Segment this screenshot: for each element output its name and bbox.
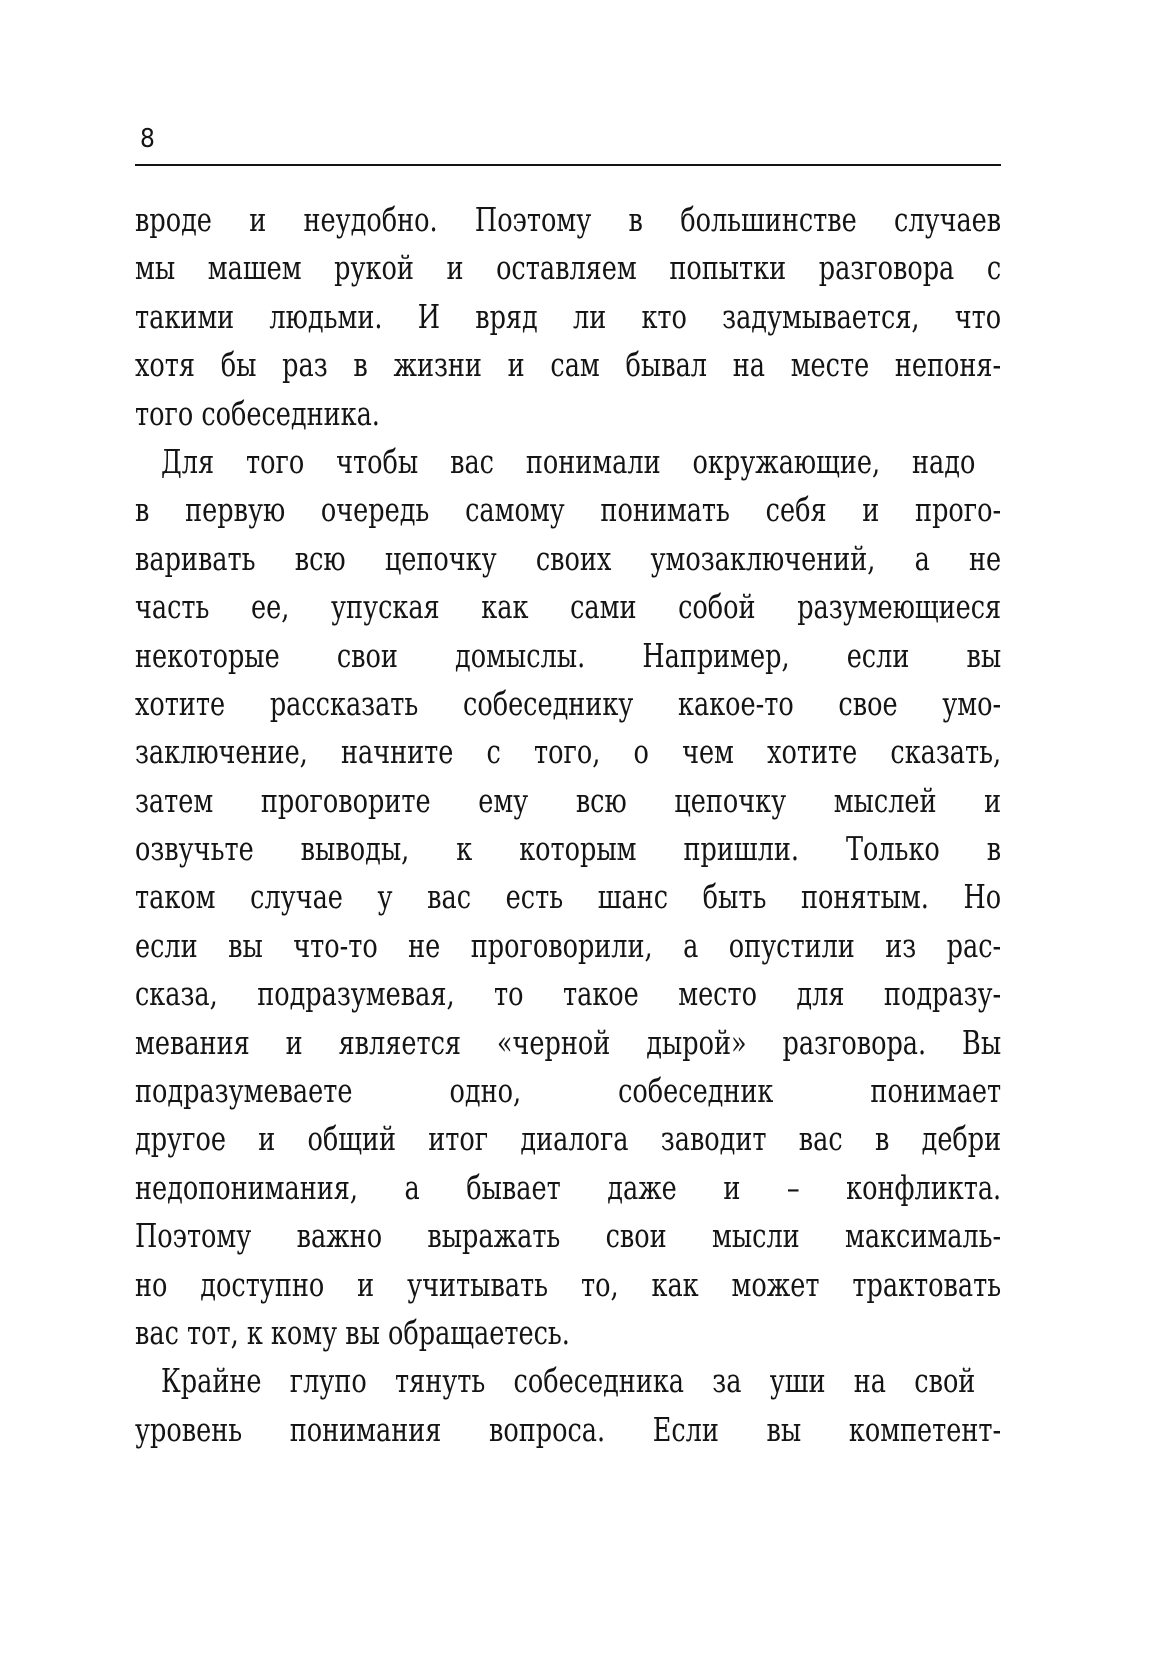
text-line-content: таком случае у вас есть шанс быть понятым. Но (135, 877, 1002, 917)
text-line-content: варивать всю цепочку своих умозаключений, а не (135, 538, 1002, 578)
text-line (135, 680, 1001, 728)
text-line (135, 244, 1001, 292)
text-line-content: Поэтому важно выражать свои мысли максималь- (135, 1216, 1002, 1256)
text-line-content: но доступно и учитывать то, как может трактовать (135, 1264, 1002, 1304)
text-line-content: затем проговорите ему всю цепочку мыслей и (135, 780, 1002, 820)
text-line (135, 583, 1001, 631)
text-line (135, 970, 1001, 1018)
text-line-content: часть ее, упуская как сами собой разумеющиеся (135, 587, 1002, 627)
text-line-content: озвучьте выводы, к которым пришли. Только в (135, 829, 1002, 869)
text-line-content: подразумеваете одно, собеседник понимает (135, 1071, 1002, 1111)
header-rule (135, 164, 1001, 166)
text-line-content: недопонимания, а бывает даже и – конфликта. (135, 1167, 1002, 1207)
text-line-content: сказа, подразумевая, то такое место для подразу- (135, 974, 1002, 1014)
text-line (135, 390, 1001, 438)
text-line (135, 1164, 1001, 1212)
text-line (135, 777, 1001, 825)
text-line-content: заключение, начните с того, о чем хотите сказать, (135, 732, 1002, 772)
text-line-content: Для того чтобы вас понимали окружающие, надо (161, 441, 976, 481)
paragraph-first-line (135, 438, 1001, 486)
text-line (135, 1019, 1001, 1067)
text-line (135, 196, 1001, 244)
text-line (135, 293, 1001, 341)
text-line (135, 825, 1001, 873)
text-line (135, 1261, 1001, 1309)
text-line-content: Крайне глупо тянуть собеседника за уши на свой (161, 1361, 976, 1401)
text-line (135, 341, 1001, 389)
text-line (135, 1212, 1001, 1260)
text-line (135, 1067, 1001, 1115)
text-line-content: вас тот, к кому вы обращаетесь. (135, 1312, 570, 1352)
paragraph-first-line (135, 1357, 1001, 1405)
text-line-content: мевания и является «черной дырой» разговора. Вы (135, 1022, 1002, 1062)
text-line-content: вроде и неудобно. Поэтому в большинстве случаев (135, 200, 1002, 239)
text-line-content: того собеседника. (135, 393, 380, 433)
text-line (135, 728, 1001, 776)
page-header (135, 118, 1001, 166)
text-line (135, 1406, 1001, 1454)
text-line-content: мы машем рукой и оставляем попытки разговора с (135, 248, 1002, 288)
text-line-content: другое и общий итог диалога заводит вас в дебри (135, 1119, 1002, 1159)
text-line-content: такими людьми. И вряд ли кто задумывается, что (135, 296, 1002, 336)
text-line-content: хотя бы раз в жизни и сам бывал на месте непоня- (135, 345, 1002, 385)
text-line (135, 632, 1001, 680)
text-line (135, 1115, 1001, 1163)
text-line (135, 486, 1001, 534)
text-line (135, 922, 1001, 970)
text-line (135, 1309, 1001, 1357)
text-line-content: если вы что-то не проговорили, а опустили из рас- (135, 925, 1002, 965)
text-line-content: уровень понимания вопроса. Если вы компетент- (135, 1409, 1002, 1449)
text-line-content: в первую очередь самому понимать себя и прого- (135, 490, 1002, 530)
text-line-content: некоторые свои домыслы. Например, если вы (135, 635, 1002, 675)
page-number: 8 (140, 124, 155, 154)
text-line-content: хотите рассказать собеседнику какое-то свое умо- (135, 683, 1002, 723)
body-text (135, 196, 1001, 1454)
text-line (135, 535, 1001, 583)
text-line (135, 873, 1001, 921)
